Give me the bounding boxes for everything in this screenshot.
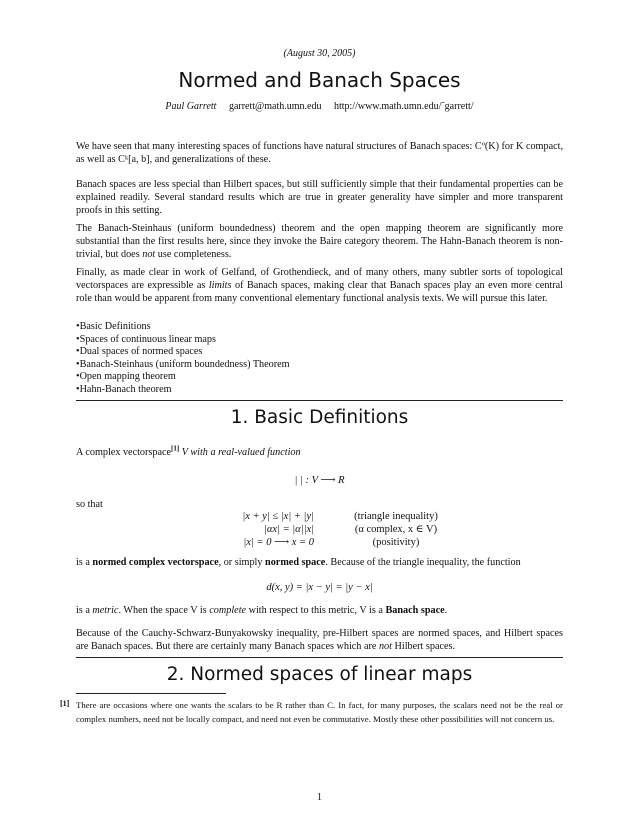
contents-item: • Hahn-Banach theorem <box>76 384 290 397</box>
contents-item: • Open mapping theorem <box>76 371 290 384</box>
banach-definition <box>76 604 563 617</box>
axiom-label: (α complex, x ∈ V) <box>354 524 438 535</box>
axiom-label: (triangle inequality) <box>354 511 438 522</box>
defined-term: normed space <box>265 557 326 568</box>
author-email: garrett@math.umn.edu <box>228 101 322 112</box>
intro-paragraph-3 <box>76 222 563 261</box>
emphasis: complete <box>209 605 247 616</box>
text-run: . <box>444 605 448 616</box>
emphasis: not <box>142 249 156 260</box>
intro-paragraph-2: Banach spaces are less special than Hilbert spaces, but still sufficiently simple that their fundamental properties can be explained readily. Several standard results which are true in greater generality have simpler and more transparent proofs in this setting. <box>76 179 563 216</box>
author-name: Paul Garrett <box>165 101 217 112</box>
section-heading-1: 1. Basic Definitions <box>230 407 409 428</box>
footnote-rule <box>76 693 226 694</box>
section-rule <box>76 657 563 658</box>
text-run: The Banach-Steinhaus (uniform boundedness) theorem and the open mapping theorem are significantly more substantial than the first results here, since they invoke the Baire category theorem. The Hahn-Banach theorem is non-trivial, but does <box>76 223 563 260</box>
intro-paragraph-1: We have seen that many interesting spaces of functions have natural structures of Banach spaces: Cº(K) for K compact, as well as Cᵏ[a, b], and generalizations of these. <box>76 141 563 165</box>
axiom-row <box>216 536 470 549</box>
norm-map-equation: | | : V ⟶ R <box>294 475 345 486</box>
text-run: is a <box>76 557 93 568</box>
text-run: use completeness. <box>155 249 232 260</box>
contents-item: • Banach-Steinhaus (uniform boundedness) Theorem <box>76 359 290 372</box>
page-number: 1 <box>317 792 322 803</box>
footnote-reference[interactable]: [1] <box>171 444 180 453</box>
contents-list <box>76 321 290 397</box>
text-run: V with a real-valued function <box>179 447 301 458</box>
text-run: of Banach spaces, making clear that Banach spaces play an even more central role than would be apparent from many conventional elementary functional analysis texts. We will pursue this later. <box>76 280 563 304</box>
text-run: Hilbert spaces. <box>391 641 456 652</box>
text-run: is a <box>76 605 93 616</box>
section-heading-2: 2. Normed spaces of linear maps <box>166 664 473 685</box>
axiom-formula: |αx| = |α||x| <box>264 524 314 535</box>
axiom-formula: |x + y| ≤ |x| + |y| <box>242 511 314 522</box>
paper-title: Normed and Banach Spaces <box>178 68 461 92</box>
text-run: . When the space V is <box>118 605 210 616</box>
contents-item: • Dual spaces of normed spaces <box>76 346 290 359</box>
defined-term: normed complex vectorspace <box>92 557 219 568</box>
emphasis: metric <box>92 605 119 616</box>
author-line <box>76 101 563 112</box>
axiom-label: (positivity) <box>372 537 420 548</box>
axiom-row <box>216 510 470 523</box>
text-run: . Because of the triangle inequality, the function <box>325 557 521 568</box>
axiom-row <box>216 523 470 536</box>
text-run: Because of the Cauchy-Schwarz-Bunyakowsky inequality, pre-Hilbert spaces are normed spaces, and Hilbert spaces are Banach spaces. But there are certainly many Banach spaces which are <box>76 628 563 652</box>
text-run: , or simply <box>218 557 266 568</box>
text-run: A complex vectorspace <box>76 447 172 458</box>
emphasis: limits <box>208 280 232 291</box>
cauchy-schwarz-paragraph <box>76 627 563 653</box>
footnote-mark: [1] <box>60 699 70 708</box>
emphasis: not <box>378 641 392 652</box>
definition-lead <box>76 446 563 459</box>
axiom-formula: |x| = 0 ⟶ x = 0 <box>243 537 314 548</box>
contents-item: • Spaces of continuous linear maps <box>76 334 290 347</box>
intro-paragraph-4 <box>76 266 563 305</box>
text-run: Finally, as made clear in work of Gelfand, of Grothendieck, and of many others, many subtler sorts of topological vectorspaces are expressible as <box>76 267 563 291</box>
norm-axioms <box>216 510 470 549</box>
metric-equation: d(x, y) = |x − y| = |y − x| <box>266 582 373 593</box>
contents-item: • Basic Definitions <box>76 321 290 334</box>
normed-space-definition <box>76 556 563 569</box>
so-that-text: so that <box>76 499 103 510</box>
defined-term: Banach space <box>385 605 445 616</box>
section-rule <box>76 400 563 401</box>
author-url: http://www.math.umn.edu/˜garrett/ <box>333 101 474 112</box>
date-line: (August 30, 2005) <box>283 48 356 59</box>
text-run: with respect to this metric, V is a <box>246 605 386 616</box>
footnote-text: There are occasions where one wants the scalars to be R rather than C. In fact, for many purposes, the scalars need not be the real or complex numbers, need not be locally compact, and need not even be commutative. Mostly these other possibilities will not concern us. <box>76 700 563 724</box>
